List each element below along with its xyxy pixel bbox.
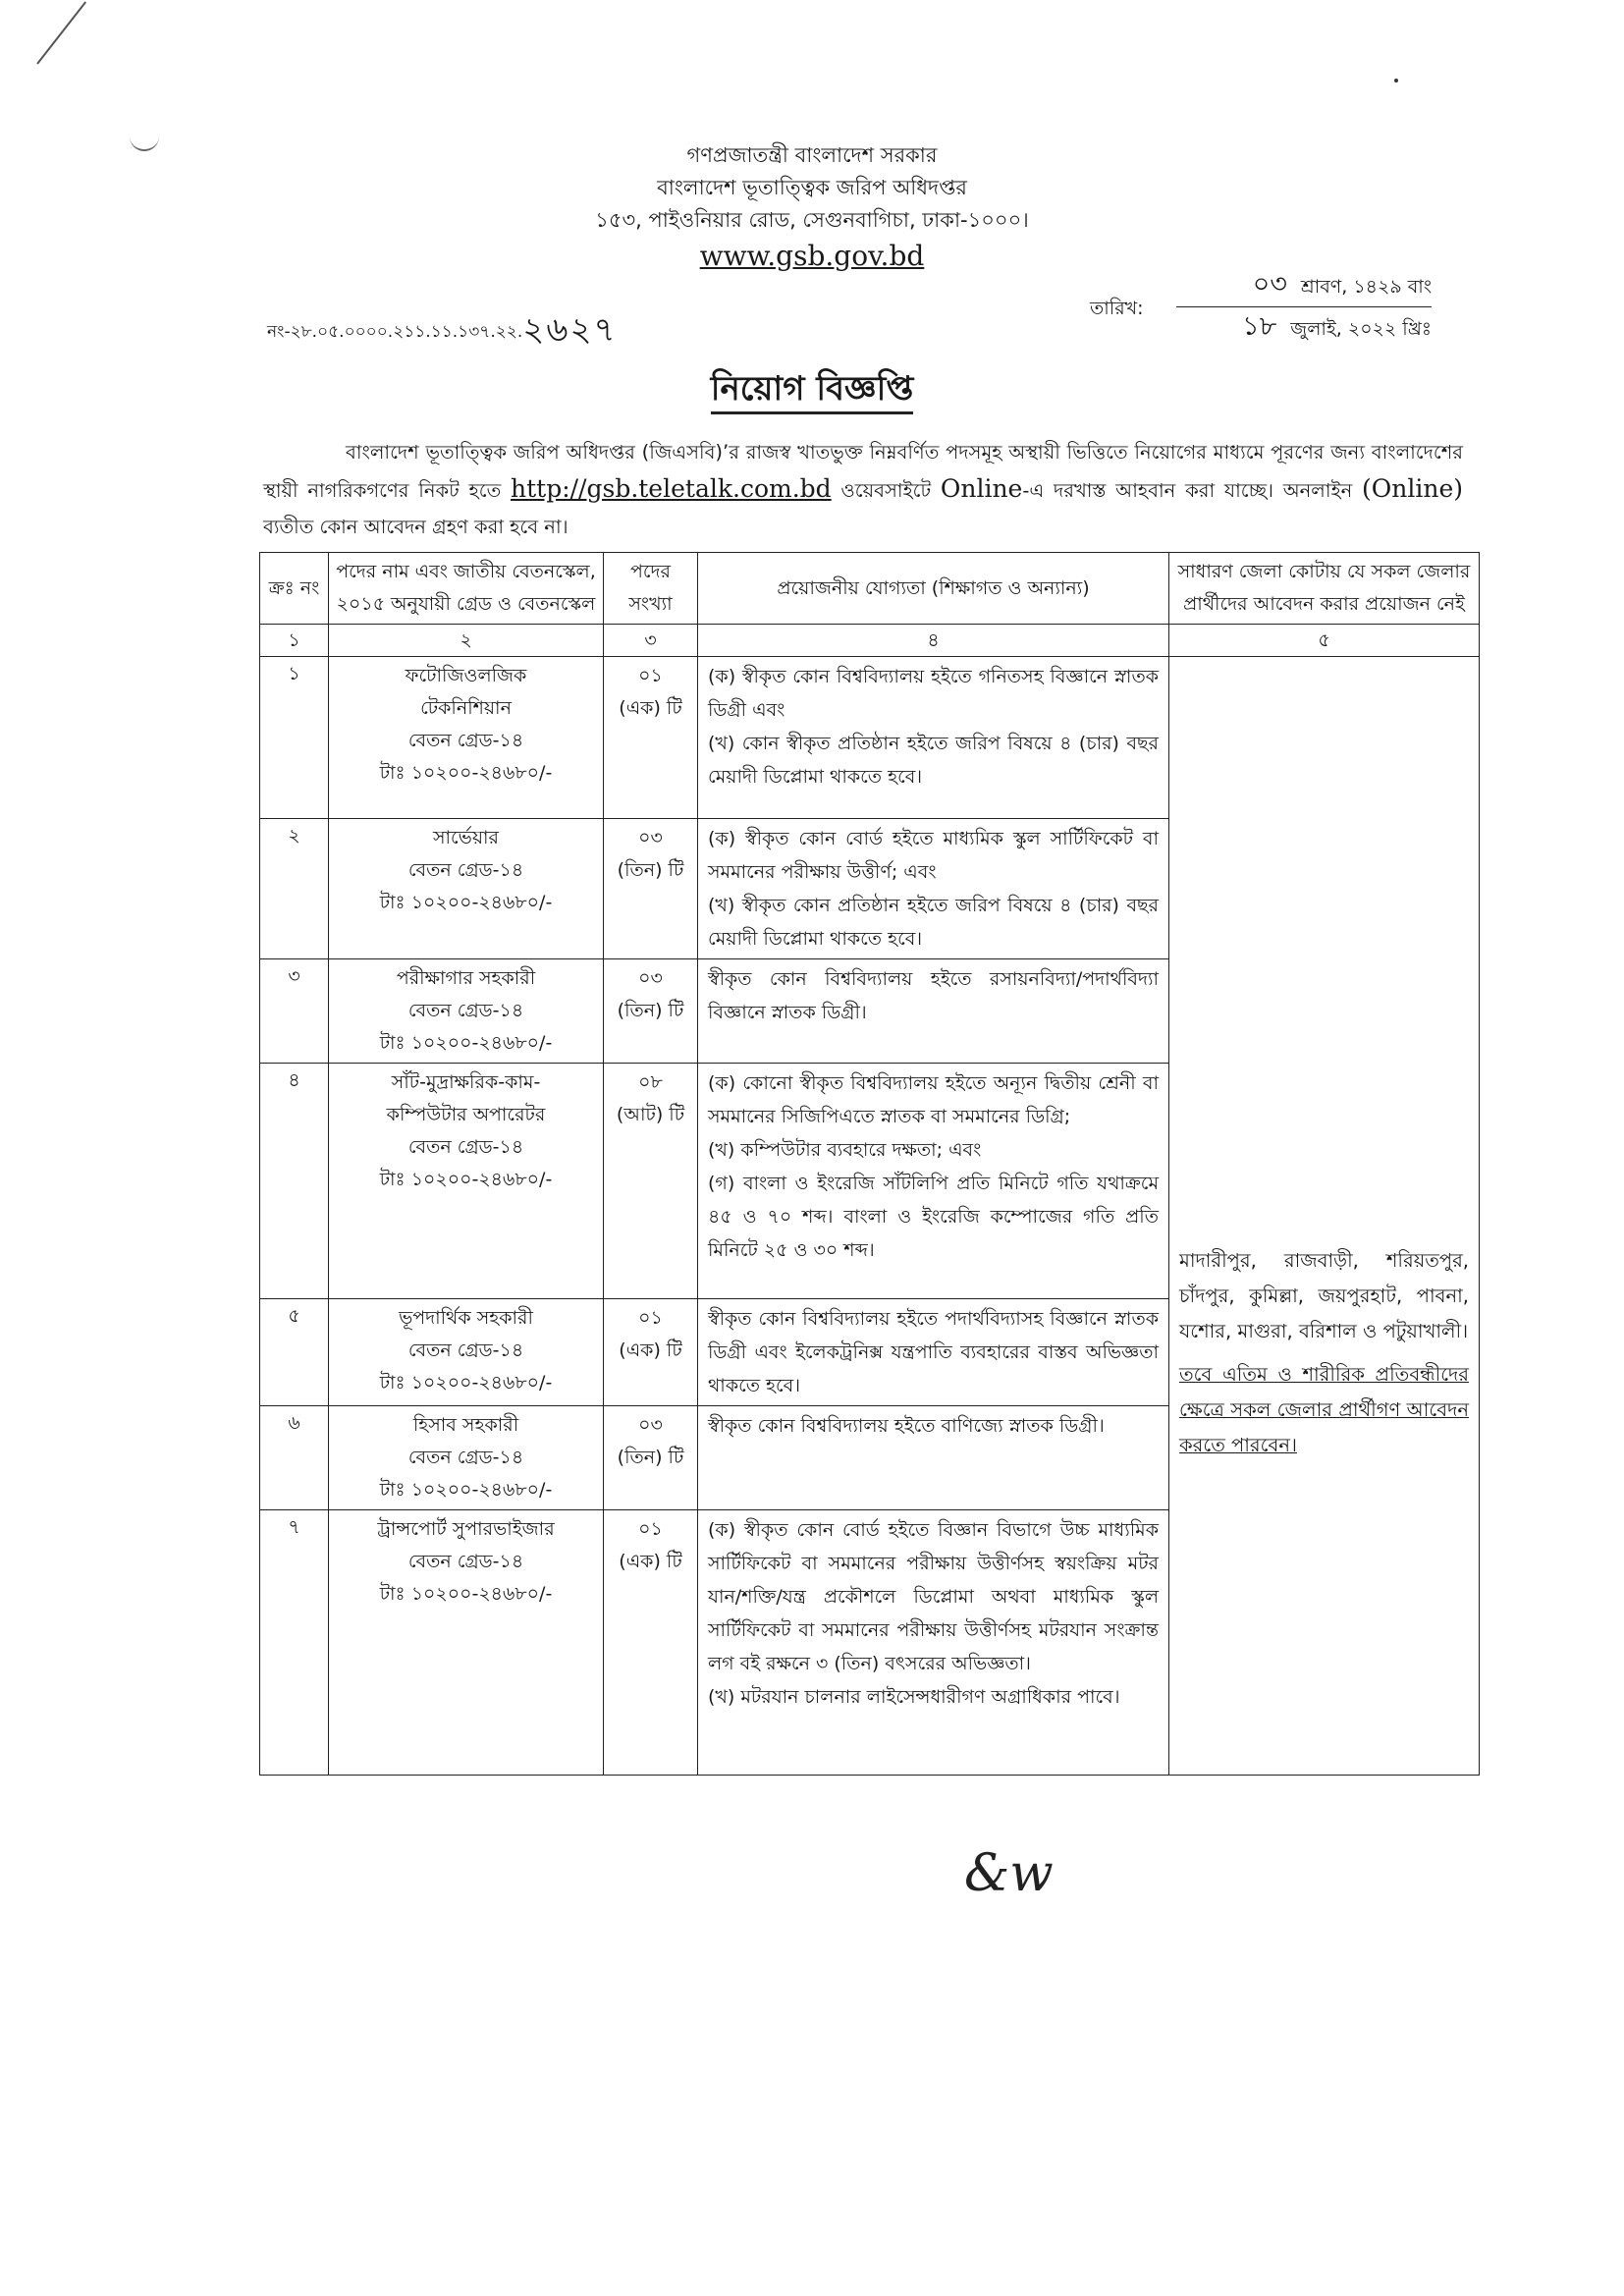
date-bangla-rest: শ্রাবণ, ১৪২৯ বাং	[1300, 276, 1432, 298]
column-number-row	[260, 625, 1480, 657]
intro-online: Online	[940, 474, 1023, 503]
post-cell	[329, 1064, 604, 1299]
website-link[interactable]: www.gsb.gov.bd	[699, 240, 925, 272]
quota-districts: মাদারীপুর, রাজবাড়ী, শরিয়তপুর, চাঁদপুর, কুমিল্লা, জয়পুরহাট, পাবনা, যশোর, মাগুরা, বরিশাল ও পটুয়াখালী।	[1179, 1249, 1469, 1342]
post-cell	[329, 959, 604, 1064]
count-cell	[604, 959, 698, 1064]
post-count: ০৩	[638, 827, 663, 848]
post-cell	[329, 657, 604, 819]
date-label: তারিখ:	[1090, 298, 1144, 319]
government-name: গণপ্রজাতন্ত্রী বাংলাদেশ সরকার	[686, 143, 938, 167]
intro-text-2: ওয়েবসাইটে	[840, 479, 932, 502]
row-sl: ৪	[260, 1064, 329, 1299]
department-name: বাংলাদেশ ভূতাত্ত্বিক জরিপ অধিদপ্তর	[657, 176, 967, 199]
post-count: ০১	[638, 1307, 663, 1329]
notice-title: নিয়োগ বিজ্ঞপ্তি	[711, 369, 914, 414]
row-sl: ৬	[260, 1406, 329, 1510]
header-quota: সাধারণ জেলা কোটায় যে সকল জেলার প্রার্থীদের আবেদন করার প্রয়োজন নেই	[1169, 553, 1480, 625]
vacancy-table	[259, 552, 1480, 1776]
qualification-cell	[698, 1510, 1169, 1776]
pay-grade: বেতন গ্রেড-১৪	[407, 1136, 524, 1158]
count-cell	[604, 1510, 698, 1776]
pay-grade: বেতন গ্রেড-১৪	[407, 859, 524, 881]
pay-scale: টাঃ ১০২০০-২৪৬৮০/-	[379, 1169, 553, 1190]
date-english-day: ১৮	[1242, 311, 1277, 342]
column-number: ২	[329, 625, 604, 657]
header-post: পদের নাম এবং জাতীয় বেতনস্কেল, ২০১৫ অনুযায়ী গ্রেড ও বেতনস্কেল	[329, 553, 604, 625]
quota-cell	[1169, 657, 1480, 1776]
intro-text-3: -এ দরখাস্ত আহবান করা যাচ্ছে। অনলাইন	[1022, 479, 1353, 502]
column-number: ৫	[1169, 625, 1480, 657]
apply-url-link[interactable]: http://gsb.teletalk.com.bd	[511, 474, 832, 503]
ink-dot	[1394, 79, 1398, 82]
count-cell	[604, 1064, 698, 1299]
post-name: সার্ভেয়ার	[432, 827, 499, 848]
row-sl: ২	[260, 819, 329, 959]
date-english	[1157, 309, 1432, 347]
post-name: হিসাব সহকারী	[412, 1414, 519, 1436]
post-count-words: (তিন) টি	[617, 1000, 684, 1021]
intro-paragraph	[263, 434, 1463, 545]
post-name: ফটোজিওলজিক	[405, 665, 527, 686]
row-sl: ৫	[260, 1299, 329, 1406]
post-cell	[329, 819, 604, 959]
qualification-cell	[698, 819, 1169, 959]
memo-ref-number: ২৬২৭	[522, 310, 618, 350]
pay-grade: বেতন গ্রেড-১৪	[407, 1447, 524, 1468]
notice-title-wrap	[0, 363, 1624, 419]
office-address: ১৫৩, পাইওনিয়ার রোড, সেগুনবাগিচা, ঢাকা-১০০০।	[595, 208, 1029, 232]
qualification-cell	[698, 1299, 1169, 1406]
memo-ref-prefix: নং-২৮.০৫.০০০০.২১১.১১.১৩৭.২২.	[267, 322, 523, 342]
post-count: ০৩	[638, 967, 663, 989]
post-count: ০৮	[638, 1071, 663, 1093]
qualification-cell	[698, 959, 1169, 1064]
table-row	[260, 657, 1480, 819]
date-divider	[1176, 306, 1432, 307]
header-count: পদের সংখ্যা	[604, 553, 698, 625]
qualification-item: (ক) কোনো স্বীকৃত বিশ্ববিদ্যালয় হইতে অন্যূন দ্বিতীয় শ্রেনী বা সমমানের সিজিপিএতে স্নাতক বা সমমানের ডিগ্রি;	[708, 1072, 1159, 1127]
post-name: ট্রান্সপোর্ট সুপারভাইজার	[377, 1518, 555, 1540]
qualification-item: স্বীকৃত কোন বিশ্ববিদ্যালয় হইতে পদার্থবিদ্যাসহ বিজ্ঞানে স্নাতক ডিগ্রী এবং ইলেকট্রনিক্স যন্ত্রপাতি ব্যবহারের বাস্তব অভিজ্ঞতা থাকতে হবে।	[708, 1308, 1159, 1396]
pay-scale: টাঃ ১০২০০-২৪৬৮০/-	[379, 762, 553, 784]
table-header-row	[260, 553, 1480, 625]
intro-online-paren: (Online)	[1362, 474, 1464, 503]
qualification-cell	[698, 1064, 1169, 1299]
row-sl: ৭	[260, 1510, 329, 1776]
qualification-item: (খ) স্বীকৃত কোন প্রতিষ্ঠান হইতে জরিপ বিষয়ে ৪ (চার) বছর মেয়াদী ডিপ্লোমা থাকতে হবে।	[708, 895, 1159, 950]
qualification-item: (ক) স্বীকৃত কোন বিশ্ববিদ্যালয় হইতে গনিতসহ বিজ্ঞানে স্নাতক ডিগ্রী এবং	[708, 666, 1159, 721]
post-count: ০১	[638, 665, 663, 686]
post-name: টেকনিশিয়ান	[420, 697, 512, 719]
post-count-words: (তিন) টি	[617, 1447, 684, 1468]
signature: &w	[964, 1844, 1054, 1903]
post-count-words: (এক) টি	[619, 1339, 682, 1361]
quota-note: তবে এতিম ও শারীরিক প্রতিবন্ধীদের ক্ষেত্রে সকল জেলার প্রার্থীগণ আবেদন করতে পারবেন।	[1179, 1363, 1469, 1456]
post-cell	[329, 1510, 604, 1776]
pay-grade: বেতন গ্রেড-১৪	[407, 1000, 524, 1021]
post-name: সাঁট-মুদ্রাক্ষরিক-কাম-	[391, 1071, 541, 1093]
pay-grade: বেতন গ্রেড-১৪	[407, 1551, 524, 1572]
qualification-item: (খ) কম্পিউটার ব্যবহারে দক্ষতা; এবং	[708, 1139, 982, 1161]
column-number: ৩	[604, 625, 698, 657]
qualification-item: স্বীকৃত কোন বিশ্ববিদ্যালয় হইতে রসায়নবিদ্যা/পদার্থবিদ্যা বিজ্ঞানে স্নাতক ডিগ্রী।	[708, 968, 1159, 1023]
date-bangla-day: ০৩	[1252, 269, 1287, 300]
post-name: কম্পিউটার অপারেটর	[386, 1104, 546, 1125]
column-number: ৪	[698, 625, 1169, 657]
pay-scale: টাঃ ১০২০০-২৪৬৮০/-	[379, 1372, 553, 1394]
intro-text-4: ব্যতীত কোন আবেদন গ্রহণ করা হবে না।	[263, 516, 568, 538]
header-sl: ক্রঃ নং	[260, 553, 329, 625]
qualification-item: (খ) মটরযান চালনার লাইসেন্সধারীগণ অগ্রাধিকার পাবে।	[708, 1686, 1120, 1708]
pay-scale: টাঃ ১০২০০-২৪৬৮০/-	[379, 1032, 553, 1054]
pay-scale: টাঃ ১০২০০-২৪৬৮০/-	[379, 892, 553, 913]
intro-text-1: বাংলাদেশ ভূতাত্ত্বিক জরিপ অধিদপ্তর (জিএসবি)’র রাজস্ব খাতভুক্ত নিম্নবর্ণিত পদসমূহ অস্থায়ী ভিত্তিতে নিয়োগের মাধ্যমে পূরণের জন্য বাংলাদেশের স্থায়ী নাগরিকগণের নিকট হতে	[263, 441, 1463, 502]
column-number: ১	[260, 625, 329, 657]
letterhead	[0, 139, 1624, 276]
qualification-item: স্বীকৃত কোন বিশ্ববিদ্যালয় হইতে বাণিজ্যে স্নাতক ডিগ্রী।	[708, 1415, 1105, 1437]
post-count-words: (এক) টি	[619, 1551, 682, 1572]
row-sl: ১	[260, 657, 329, 819]
date-block	[1157, 267, 1432, 347]
count-cell	[604, 1406, 698, 1510]
pay-grade: বেতন গ্রেড-১৪	[407, 1339, 524, 1361]
qualification-item: (ক) স্বীকৃত কোন বোর্ড হইতে বিজ্ঞান বিভাগে উচ্চ মাধ্যমিক সার্টিফিকেট বা সমমানের পরীক্ষায় উত্তীর্ণসহ স্বয়ংক্রিয় মটর যান/শক্তি/যন্ত্র প্রকৌশলে ডিপ্লোমা অথবা মাধ্যমিক স্কুল সার্টিফিকেট বা সমমানের পরীক্ষায় উত্তীর্ণসহ মটরযান সংক্রান্ত লগ বই রক্ষনে ৩ (তিন) বৎসরের অভিজ্ঞতা।	[708, 1519, 1159, 1674]
count-cell	[604, 657, 698, 819]
post-cell	[329, 1299, 604, 1406]
post-count-words: (তিন) টি	[617, 859, 684, 881]
qualification-item: (খ) কোন স্বীকৃত প্রতিষ্ঠান হইতে জরিপ বিষয়ে ৪ (চার) বছর মেয়াদী ডিপ্লোমা থাকতে হবে।	[708, 733, 1159, 788]
memo-reference	[267, 304, 618, 360]
date-bangla	[1157, 267, 1432, 304]
post-count: ০১	[638, 1518, 663, 1540]
pay-scale: টাঃ ১০২০০-২৪৬৮০/-	[379, 1479, 553, 1501]
header-qualification: প্রয়োজনীয় যোগ্যতা (শিক্ষাগত ও অন্যান্য)	[698, 553, 1169, 625]
post-count: ০৩	[638, 1414, 663, 1436]
post-count-words: (এক) টি	[619, 697, 682, 719]
date-english-rest: জুলাই, ২০২২ খ্রিঃ	[1290, 318, 1432, 340]
pay-grade: বেতন গ্রেড-১৪	[407, 730, 524, 751]
post-cell	[329, 1406, 604, 1510]
post-name: ভূপদার্থিক সহকারী	[399, 1307, 533, 1329]
post-name: পরীক্ষাগার সহকারী	[396, 967, 536, 989]
count-cell	[604, 1299, 698, 1406]
qualification-cell	[698, 1406, 1169, 1510]
row-sl: ৩	[260, 959, 329, 1064]
qualification-item: (ক) স্বীকৃত কোন বোর্ড হইতে মাধ্যমিক স্কুল সার্টিফিকেট বা সমমানের পরীক্ষায় উত্তীর্ণ; এবং	[708, 828, 1159, 883]
qualification-item: (গ) বাংলা ও ইংরেজি সাঁটলিপি প্রতি মিনিটে গতি যথাক্রমে ৪৫ ও ৭০ শব্দ। বাংলা ও ইংরেজি কম্পোজের গতি প্রতি মিনিটে ২৫ ও ৩০ শব্দ।	[708, 1173, 1159, 1261]
count-cell	[604, 819, 698, 959]
qualification-cell	[698, 657, 1169, 819]
post-count-words: (আট) টি	[616, 1104, 685, 1125]
pay-scale: টাঃ ১০২০০-২৪৬৮০/-	[379, 1583, 553, 1605]
pen-mark	[36, 1, 86, 64]
